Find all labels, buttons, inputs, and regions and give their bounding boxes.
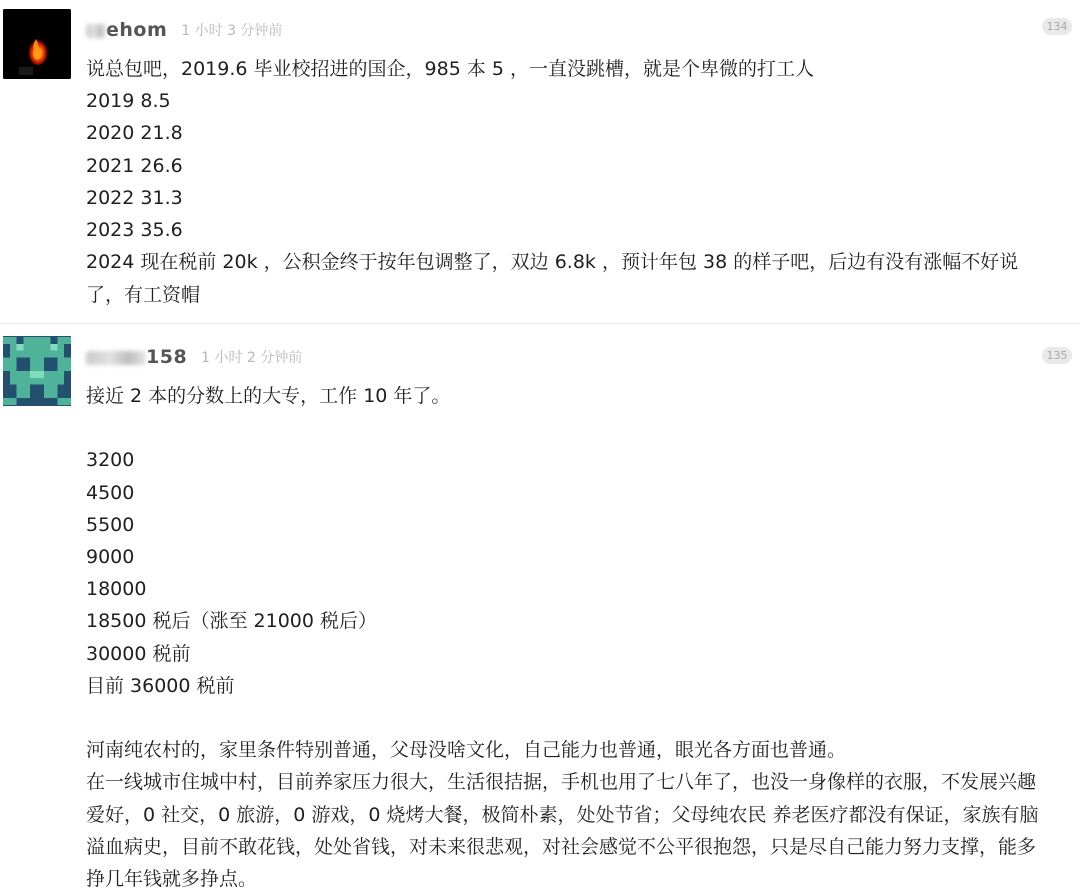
- reply-meta: [86, 344, 302, 370]
- content-line: 18000: [86, 578, 147, 601]
- blank-line: [86, 702, 1040, 734]
- username[interactable]: [86, 19, 167, 41]
- content-line: 河南纯农村的，家里条件特别普通，父母没啥文化，自己能力也普通，眼光各方面也普通。: [86, 739, 847, 762]
- content-paragraph: 在一线城市住城中村，目前养家压力很大，生活很拮据，手机也用了七八年了，也没一身像样的衣服，不发展兴趣爱好，0 社交，0 旅游，0 游戏，0 烧烤大餐，极简朴素，处处节省；父母纯农民 养老医疗都没有保证，家族有脑溢血病史，目前不敢花钱，处处省钱，对未来很悲观，对社会感觉不公平很抱怨，只是尽自己能力努力支撑，能多挣几年钱就多挣点。: [86, 771, 1039, 891]
- content-line: 18500 税后（涨至 21000 税后）: [86, 610, 378, 633]
- pixel-invader-avatar-icon[interactable]: [3, 336, 71, 406]
- content-line: 30000 税前: [86, 642, 191, 665]
- content-line: 说总包吧，2019.6 毕业校招进的国企，985 本 5 ，一直没跳槽，就是个卑微的打工人: [86, 58, 814, 80]
- content-line: 5500: [86, 513, 135, 536]
- reply-meta: [86, 17, 282, 43]
- floor-number-badge[interactable]: 134: [1042, 18, 1072, 35]
- content-line: 2022 31.3: [86, 186, 183, 209]
- timestamp: 1 小时 3 分钟前: [181, 23, 283, 39]
- reply-item: [0, 324, 1080, 891]
- content-line: 接近 2 本的分数上的大专，工作 10 年了。: [86, 385, 451, 407]
- content-paragraph: 2024 现在税前 20k ，公积金终于按年包调整了，双边 6.8k ，预计年包 38 的样子吧，后边有没有涨幅不好说了，有工资帽: [86, 251, 1019, 306]
- content-line: 9000: [86, 546, 135, 568]
- timestamp: 1 小时 2 分钟前: [201, 350, 303, 366]
- content-line: 3200: [86, 449, 135, 472]
- flame-avatar-icon[interactable]: [3, 9, 71, 79]
- blank-line: [86, 412, 1040, 444]
- username-text[interactable]: ehom: [106, 19, 168, 41]
- username[interactable]: [86, 346, 187, 368]
- floor-number-badge[interactable]: 135: [1042, 347, 1072, 364]
- username-text[interactable]: 158: [146, 346, 188, 368]
- redacted-mark: [86, 351, 146, 365]
- content-line: 2020 21.8: [86, 122, 183, 145]
- content-line: 4500: [86, 481, 135, 504]
- reply-content: [86, 380, 1040, 891]
- content-line: 2021 26.6: [86, 154, 183, 177]
- content-line: 2019 8.5: [86, 90, 171, 113]
- content-line: 目前 36000 税前: [86, 674, 235, 697]
- reply-content: [86, 53, 1040, 311]
- redacted-mark: [86, 24, 106, 38]
- content-line: 2023 35.6: [86, 219, 183, 242]
- reply-item: [0, 0, 1080, 324]
